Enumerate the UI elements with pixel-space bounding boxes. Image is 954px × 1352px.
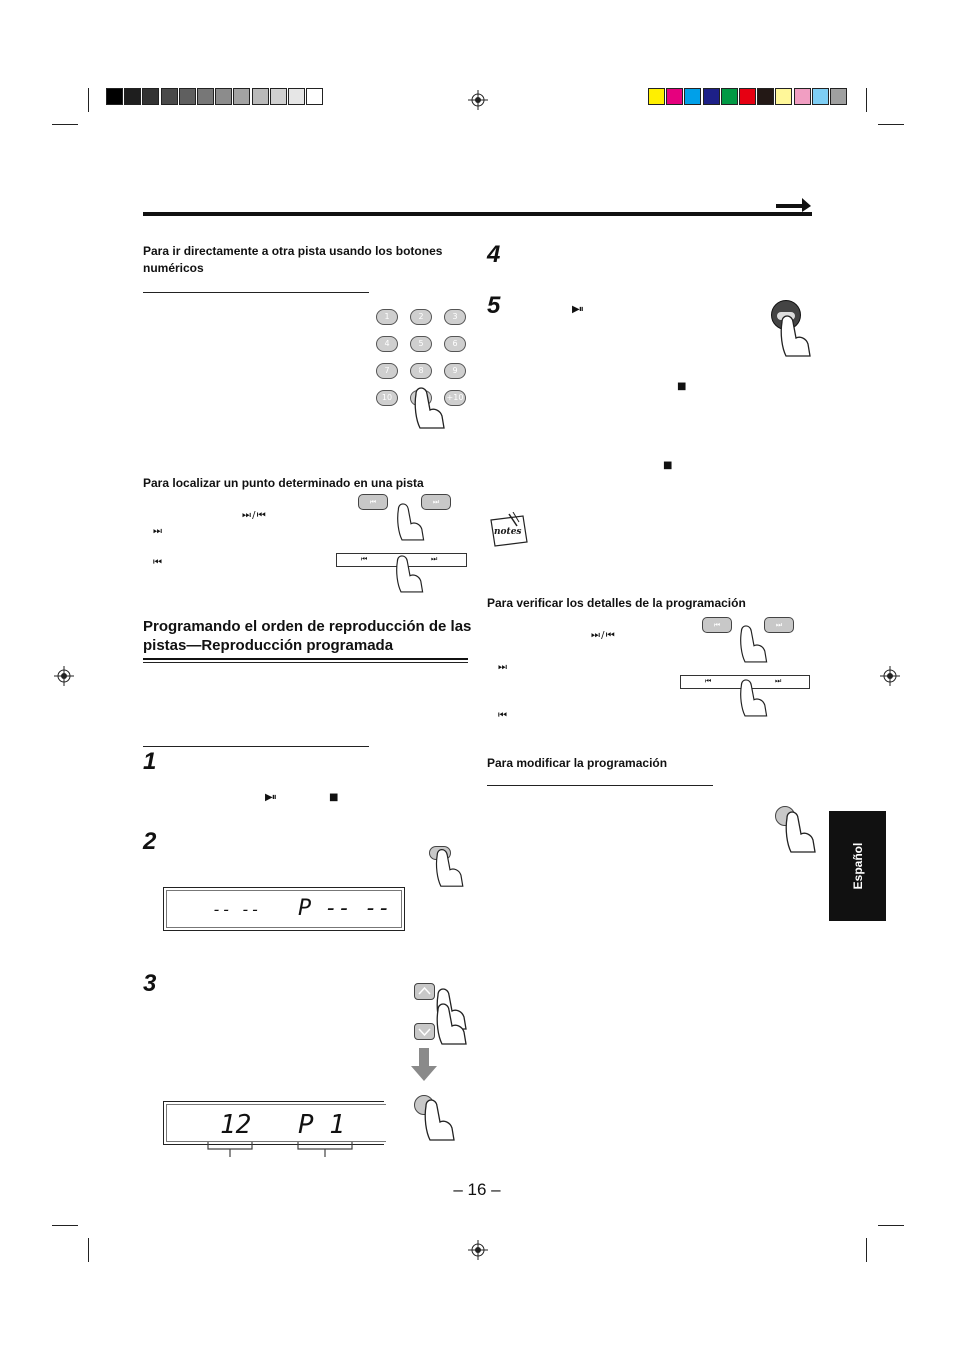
down-arrow-icon	[410, 1048, 438, 1082]
finger-press-icon	[736, 622, 772, 664]
display-bracket	[206, 1140, 254, 1158]
finger-press-icon	[392, 552, 428, 594]
crop-mark	[88, 1238, 89, 1262]
section-title-underline	[143, 658, 468, 660]
skip-control-strip[interactable]: ⏮ ⏭	[680, 675, 810, 689]
finger-press-icon	[776, 312, 816, 358]
finger-press-icon	[430, 846, 470, 888]
section-rule	[143, 292, 369, 293]
skip-forward-button[interactable]: ⏭	[421, 494, 451, 510]
keypad-button[interactable]: 7	[376, 363, 398, 379]
gray-swatch	[270, 88, 287, 105]
header-rule	[143, 212, 812, 216]
locate-point-heading: Para localizar un punto determinado en una pista	[143, 476, 424, 490]
gray-swatch	[233, 88, 250, 105]
play-pause-icon: ▶⏸	[265, 792, 276, 803]
language-side-tab-label: Español	[850, 842, 865, 890]
color-swatch	[648, 88, 665, 105]
display-program-readout: P -- --	[298, 896, 391, 921]
keypad-button[interactable]: +10	[444, 390, 466, 406]
keypad-button[interactable]: 3	[444, 309, 466, 325]
color-swatch	[830, 88, 847, 105]
gray-swatch	[288, 88, 305, 105]
crop-mark	[52, 124, 78, 125]
keypad-button[interactable]: 8	[410, 363, 432, 379]
skip-back-button[interactable]: ⏮	[702, 617, 732, 633]
skip-control-strip[interactable]: ⏮ ⏭	[336, 553, 467, 567]
display-panel	[163, 1101, 384, 1145]
finger-press-icon	[393, 500, 429, 542]
display-panel	[163, 887, 405, 931]
finger-press-icon	[410, 384, 450, 430]
language-side-tab	[829, 811, 886, 921]
registration-target-icon	[468, 1240, 488, 1260]
play-pause-icon: ▶⏸	[572, 304, 583, 315]
finger-press-icon	[781, 808, 821, 854]
stop-icon: ■	[677, 381, 686, 392]
numeric-buttons-heading: Para ir directamente a otra pista usando los botones numéricos	[143, 244, 443, 275]
display-program-readout: P 1	[298, 1110, 345, 1140]
step-number: 1	[143, 748, 157, 775]
section-title: Programando el orden de reproducción de las pistas—Reproducción programada	[143, 618, 472, 654]
color-swatch	[666, 88, 683, 105]
crop-mark	[866, 88, 867, 112]
crop-mark	[878, 1225, 904, 1226]
color-swatch	[721, 88, 738, 105]
keypad-button[interactable]: 6	[444, 336, 466, 352]
display-track-readout: -- --	[212, 900, 261, 919]
registration-target-icon	[54, 666, 74, 686]
step-number: 5	[487, 292, 501, 319]
crop-mark	[88, 88, 89, 112]
gray-swatch	[179, 88, 196, 105]
gray-swatch	[215, 88, 232, 105]
notes-icon: notes	[487, 512, 531, 550]
skip-back-icon: ⏮	[498, 710, 506, 721]
gray-swatch	[161, 88, 178, 105]
section-rule	[487, 785, 713, 786]
gray-swatch	[142, 88, 159, 105]
gray-swatch	[252, 88, 269, 105]
gray-swatch	[306, 88, 323, 105]
finger-press-icon	[420, 1096, 460, 1142]
keypad-button[interactable]: 1	[376, 309, 398, 325]
verify-program-heading: Para verificar los detalles de la programación	[487, 596, 746, 610]
registration-target-icon	[468, 90, 488, 110]
gray-swatch	[106, 88, 123, 105]
step-number: 3	[143, 970, 157, 997]
crop-mark	[52, 1225, 78, 1226]
keypad-button[interactable]: 5	[410, 336, 432, 352]
color-swatch	[757, 88, 774, 105]
crop-mark	[878, 124, 904, 125]
gray-swatch	[197, 88, 214, 105]
section-rule	[143, 746, 369, 747]
skip-forward-back-icon: ⏭ / ⏮	[591, 630, 614, 641]
skip-back-icon: ⏮	[153, 557, 161, 568]
keypad-button[interactable]: 2	[410, 309, 432, 325]
gray-swatch	[124, 88, 141, 105]
step-number: 2	[143, 828, 157, 855]
registration-target-icon	[880, 666, 900, 686]
stop-icon: ■	[663, 460, 672, 471]
color-swatch	[794, 88, 811, 105]
color-swatch	[703, 88, 720, 105]
modify-program-heading: Para modificar la programación	[487, 756, 668, 770]
finger-press-icon	[736, 676, 772, 718]
skip-forward-button[interactable]: ⏭	[764, 617, 794, 633]
step-number: 4	[487, 241, 501, 268]
finger-press-icon	[432, 1000, 472, 1046]
crop-mark	[866, 1238, 867, 1262]
keypad-button[interactable]: 9	[444, 363, 466, 379]
color-swatch	[684, 88, 701, 105]
section-title-underline	[143, 662, 468, 663]
page-number: – 16 –	[453, 1180, 501, 1199]
color-swatch	[812, 88, 829, 105]
skip-forward-back-icon: ⏭ / ⏮	[242, 510, 265, 521]
keypad-button[interactable]: 4	[376, 336, 398, 352]
stop-icon: ■	[329, 792, 338, 803]
skip-forward-icon: ⏭	[498, 662, 506, 673]
skip-back-button[interactable]: ⏮	[358, 494, 388, 510]
color-swatch	[775, 88, 792, 105]
display-track-readout: 12	[220, 1110, 252, 1140]
skip-forward-icon: ⏭	[153, 526, 161, 537]
display-bracket	[296, 1140, 354, 1158]
keypad-button[interactable]: 10	[376, 390, 398, 406]
color-swatch	[739, 88, 756, 105]
continue-arrow-icon	[774, 192, 812, 212]
